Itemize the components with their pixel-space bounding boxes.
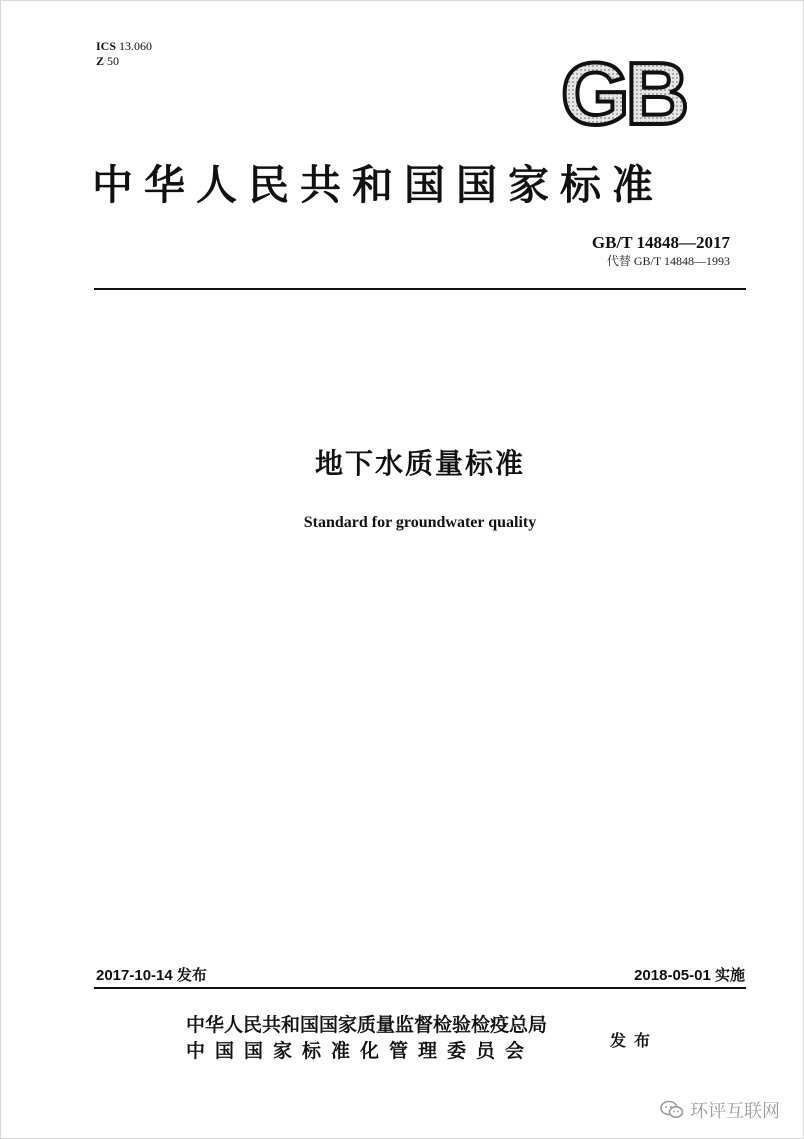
- z-label: Z: [96, 54, 105, 68]
- footer-divider: [94, 987, 746, 989]
- gb-logo: [543, 52, 703, 130]
- standard-title-chinese: 地下水质量标准: [314, 447, 525, 480]
- ics-label: ICS: [96, 39, 117, 53]
- publish-label: 发布: [610, 1031, 659, 1050]
- header-divider: [94, 288, 746, 290]
- issue-date: 2017-10-14 发布: [96, 967, 207, 984]
- z-line: [96, 54, 152, 69]
- replaces-note: 代替 GB/T 14848—1993: [606, 254, 730, 268]
- issuer-line-1: 中华人民共和国国家质量监督检验检疫总局: [186, 1014, 548, 1036]
- effective-date: 2018-05-01 实施: [634, 967, 745, 984]
- wechat-icon: [660, 1100, 684, 1120]
- national-standard-title: 中华人民共和国国家标准: [92, 161, 664, 209]
- z-code: 50: [107, 54, 120, 68]
- standard-number-block: [592, 233, 730, 269]
- standard-number: GB/T 14848—2017: [591, 233, 730, 252]
- ics-line: [96, 39, 152, 54]
- ics-code: 13.060: [119, 39, 153, 53]
- gb-logo-lettering: GB: [561, 52, 685, 130]
- classification-codes: [96, 39, 152, 69]
- issuing-authorities: [186, 1012, 547, 1064]
- standard-title-english: Standard for groundwater quality: [303, 514, 537, 531]
- issuer-line-2: 中国国家标准化管理委员会: [186, 1040, 535, 1062]
- watermark: [660, 1097, 780, 1123]
- watermark-text: 环评互联网: [690, 1101, 780, 1122]
